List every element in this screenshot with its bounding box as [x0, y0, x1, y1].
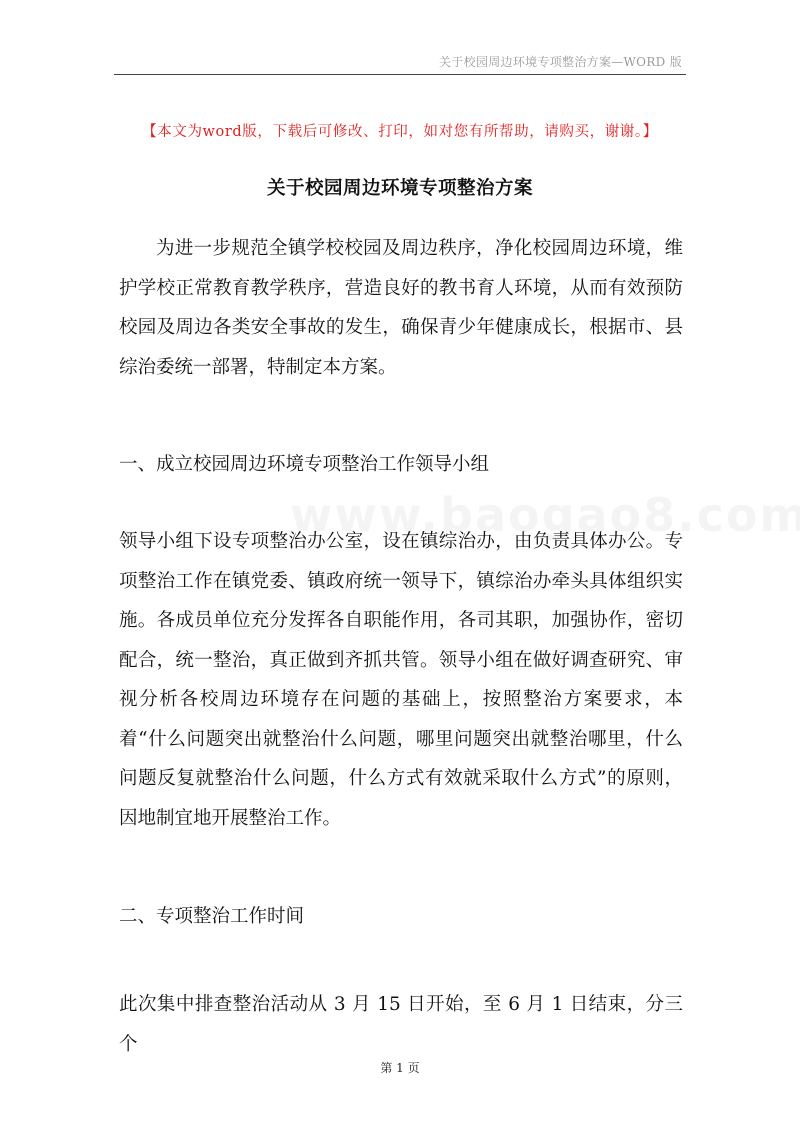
- section-paragraph-2: 此次集中排查整治活动从 3 月 15 日开始，至 6 月 1 日结束，分三个: [119, 994, 683, 1055]
- page-number: 第 1 页: [380, 1061, 420, 1075]
- document-title: 关于校园周边环境专项整治方案: [266, 178, 533, 199]
- section-paragraph-1: 领导小组下设专项整治办公室，设在镇综治办，由负责具体办公。专项整治工作在镇党委、镇政府统一领导下，镇综治办牵头具体组织实施。各成员单位充分发挥各自职能作用，各司其职，加强协作，密切配合，统一整治，真正做到齐抓共管。领导小组在做好调查研究、审视分析各校周边环境存在问题的基础上，按照整治方案要求，本着“什么问题突出就整治什么问题，哪里问题突出就整治哪里，什么问题反复就整治什么问题，什么方式有效就采取什么方式”的原则，因地制宜地开展整治工作。: [119, 531, 683, 829]
- header-divider: [114, 74, 686, 75]
- download-notice: 【本文为word版，下载后可修改、打印，如对您有所帮助，请购买，谢谢。】: [142, 124, 658, 140]
- intro-paragraph: 为进一步规范全镇学校校园及周边秩序，净化校园周边环境，维护学校正常教育教学秩序，营造良好的教书育人环境，从而有效预防校园及周边各类安全事故的发生，确保青少年健康成长，根据市、县综治委统一部署，特制定本方案。: [119, 238, 683, 378]
- running-header: 关于校园周边环境专项整治方案—WORD 版: [439, 55, 682, 69]
- section-heading-2: 二、专项整治工作时间: [119, 906, 305, 927]
- section-heading-1: 一、成立校园周边环境专项整治工作领导小组: [119, 454, 490, 475]
